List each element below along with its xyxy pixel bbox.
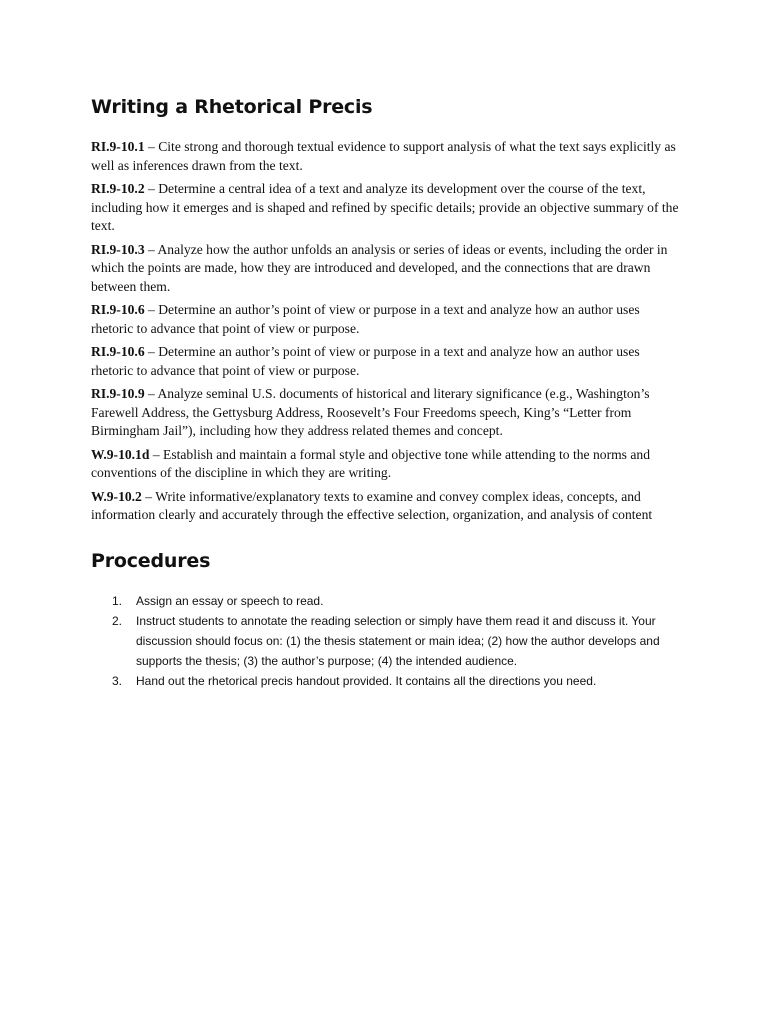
standard-item bbox=[91, 241, 683, 297]
page-title: Writing a Rhetorical Precis bbox=[91, 96, 373, 118]
standard-item bbox=[91, 138, 683, 175]
procedure-text: Instruct students to annotate the reading selection or simply have them read it and discuss it. Your discussion should focus on: (1) the thesis statement or main idea; (2) how the author develops and supports the thesis; (3) the author’s purpose; (4) the intended audience. bbox=[136, 614, 660, 668]
standard-code: RI.9-10.1 bbox=[91, 139, 145, 154]
procedures-heading: Procedures bbox=[91, 550, 211, 572]
standard-item bbox=[91, 385, 683, 441]
standard-item bbox=[91, 488, 683, 525]
standard-code: RI.9-10.6 bbox=[91, 302, 145, 317]
standard-item bbox=[91, 301, 683, 338]
standard-code: RI.9-10.9 bbox=[91, 386, 145, 401]
procedure-item bbox=[108, 611, 683, 671]
standard-text: – Cite strong and thorough textual evidence to support analysis of what the text says explicitly as well as inferences drawn from the text. bbox=[91, 139, 676, 173]
standard-text: – Establish and maintain a formal style and objective tone while attending to the norms and conventions of the discipline in which they are writing. bbox=[91, 446, 651, 480]
standard-code: RI.9-10.3 bbox=[91, 241, 145, 257]
procedure-number: 2. bbox=[112, 614, 123, 628]
standard-item bbox=[91, 446, 683, 483]
procedure-number: 1. bbox=[112, 594, 123, 608]
procedure-item bbox=[108, 591, 683, 611]
procedure-text: Assign an essay or speech to read. bbox=[136, 594, 324, 608]
standard-code: RI.9-10.2 bbox=[91, 181, 145, 196]
standards-list bbox=[91, 138, 683, 530]
standard-text: – Determine an author’s point of view or purpose in a text and analyze how an author uses rhetoric to advance that point of view or purpose. bbox=[91, 344, 640, 378]
standard-text: – Determine a central idea of a text and analyze its development over the course of the text, including how it emerges and is shaped and refined by specific details; provide an objective summary of the text. bbox=[91, 181, 679, 233]
procedure-item bbox=[108, 671, 683, 691]
standard-text: – Analyze seminal U.S. documents of historical and literary significance (e.g., Washington’s Farewell Address, the Gettysburg Address, Roosevelt’s Four Freedoms speech, King’s “Letter from Birmingham Jail”), including how they address related themes and concept. bbox=[91, 386, 650, 438]
standard-code: RI.9-10.6 bbox=[91, 344, 145, 359]
standard-text: – Write informative/explanatory texts to examine and convey complex ideas, concepts, and information clearly and accurately through the effective selection, organization, and analysis of content bbox=[91, 488, 653, 522]
standard-text: – Determine an author’s point of view or purpose in a text and analyze how an author uses rhetoric to advance that point of view or purpose. bbox=[91, 302, 640, 336]
standard-code: W.9-10.1d bbox=[91, 446, 150, 462]
procedure-number: 3. bbox=[112, 674, 123, 688]
procedures-list bbox=[108, 591, 683, 691]
procedure-text: Hand out the rhetorical precis handout provided. It contains all the directions you need. bbox=[136, 674, 597, 688]
standard-item bbox=[91, 180, 683, 236]
standard-code: W.9-10.2 bbox=[91, 488, 142, 504]
standard-text: – Analyze how the author unfolds an analysis or series of ideas or events, including the order in which the points are made, how they are introduced and developed, and the connections that are drawn between them. bbox=[91, 241, 668, 294]
standard-item bbox=[91, 343, 683, 380]
